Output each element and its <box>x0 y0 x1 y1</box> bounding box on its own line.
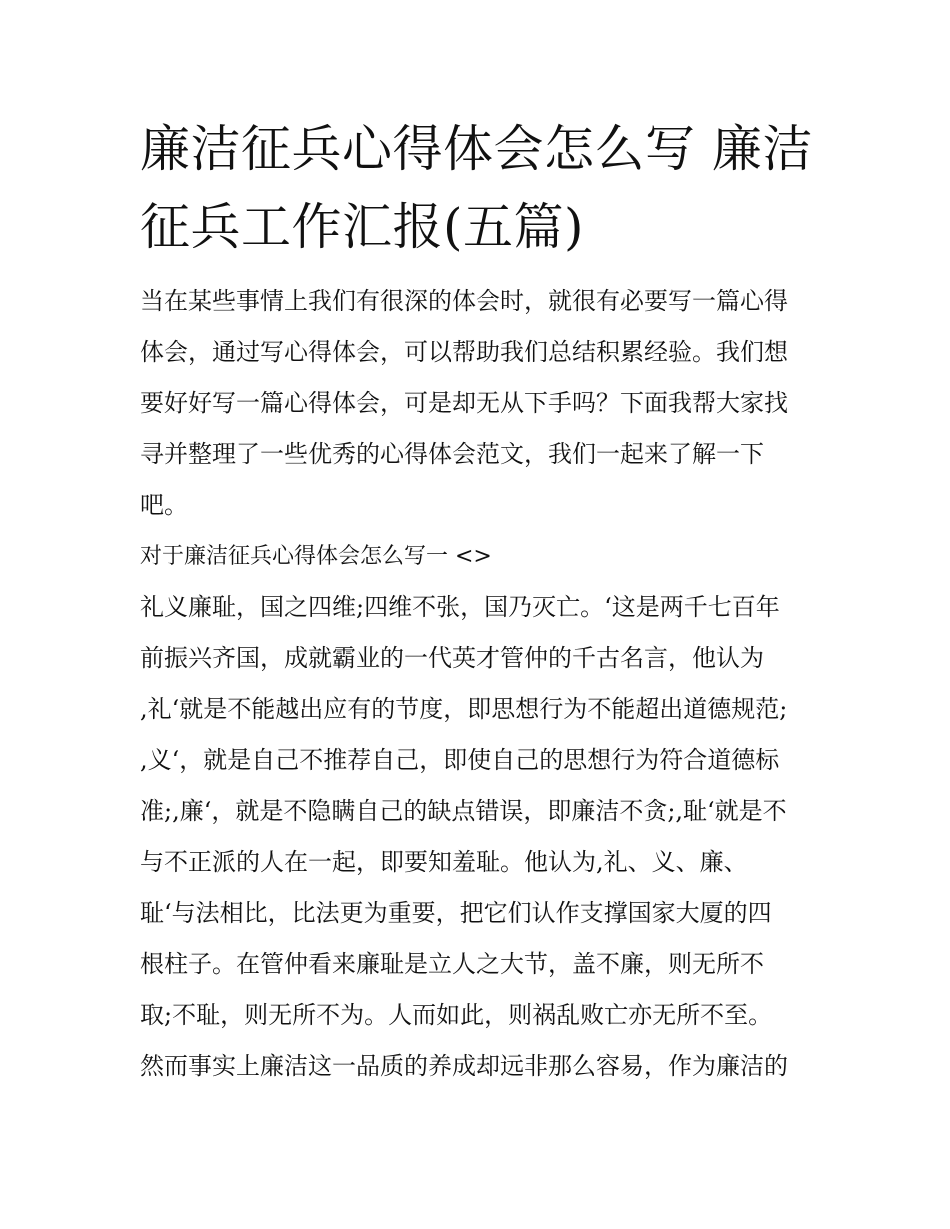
body-line: 耻‘与法相比，比法更为重要，把它们认作支撑国家大厦的四 <box>140 899 772 927</box>
section-heading: 对于廉洁征兵心得体会怎么写一 <> <box>140 544 492 569</box>
title-line: 廉洁征兵心得体会怎么写 廉洁 <box>140 120 813 178</box>
body-line: 取;不耻，则无所不为。人而如此，则祸乱败亡亦无所不至。 <box>140 1001 773 1029</box>
intro-line: 体会，通过写心得体会，可以帮助我们总结积累经验。我们想 <box>140 338 788 366</box>
intro-line: 寻并整理了一些优秀的心得体会范文，我们一起来了解一下 <box>140 440 764 468</box>
intro-paragraph <box>140 276 820 531</box>
body-line: 然而事实上廉洁这一品质的养成却远非那么容易，作为廉洁的 <box>140 1052 788 1080</box>
intro-line: 当在某些事情上我们有很深的体会时，就很有必要写一篇心得 <box>140 287 788 315</box>
document-content <box>140 110 820 1092</box>
intro-line: 要好好写一篇心得体会，可是却无从下手吗？下面我帮大家找 <box>140 389 788 417</box>
intro-line: 吧。 <box>140 491 188 519</box>
document-title <box>140 110 820 266</box>
title-line: 征兵工作汇报(五篇) <box>140 198 585 256</box>
body-line: 与不正派的人在一起，即要知羞耻。他认为,礼、义、廉、 <box>140 848 748 876</box>
body-line: 礼义廉耻，国之四维;四维不张，国乃灭亡。‘这是两千七百年 <box>140 593 780 621</box>
body-line: ,礼‘就是不能越出应有的节度，即思想行为不能超出道德规范; <box>140 695 788 723</box>
body-line: ,义‘，就是自己不推荐自己，即使自己的思想行为符合道德标 <box>140 746 780 774</box>
body-line: 根柱子。在管仲看来廉耻是立人之大节，盖不廉，则无所不 <box>140 950 764 978</box>
body-line: 前振兴齐国，成就霸业的一代英才管仲的千古名言，他认为 <box>140 644 764 672</box>
body-line: 准;,廉‘，就是不隐瞒自己的缺点错误，即廉洁不贪;,耻‘就是不 <box>140 797 787 825</box>
body-paragraph <box>140 582 820 1092</box>
